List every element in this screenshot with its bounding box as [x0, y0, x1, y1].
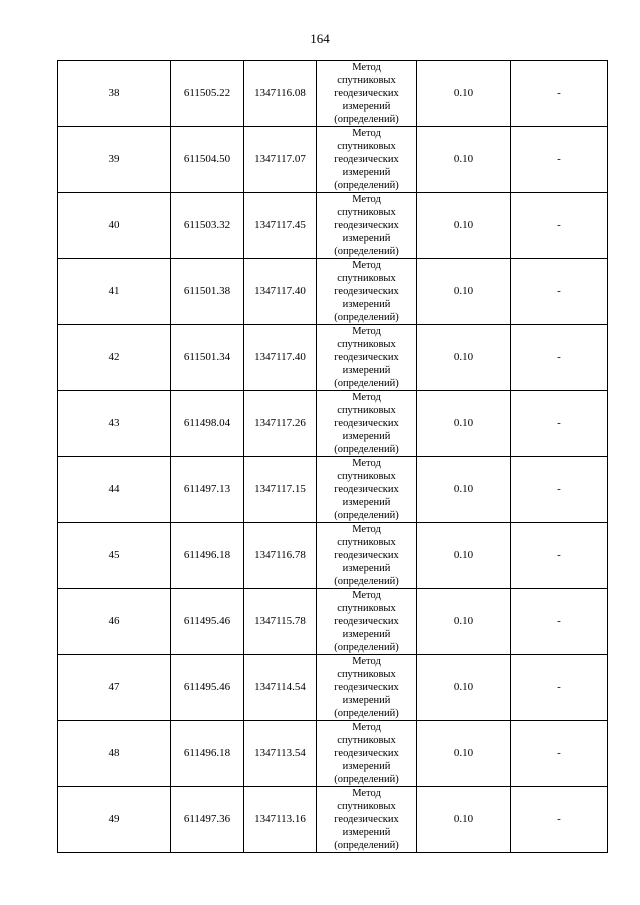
- method-line: (определений): [334, 246, 399, 257]
- method-cell: [317, 127, 417, 193]
- method-line: Метод: [352, 788, 381, 799]
- x-coordinate-cell: 611495.46: [171, 589, 244, 655]
- method-line: измерений: [342, 563, 391, 574]
- method-line: измерений: [342, 167, 391, 178]
- method-line: измерений: [342, 233, 391, 244]
- x-coordinate-cell: 611504.50: [171, 127, 244, 193]
- table-row: [58, 787, 608, 853]
- method-line: спутниковых: [337, 141, 396, 152]
- method-line: Метод: [352, 590, 381, 601]
- accuracy-cell: 0.10: [417, 523, 511, 589]
- method-line: Метод: [352, 722, 381, 733]
- y-coordinate-cell: 1347115.78: [244, 589, 317, 655]
- table-row: [58, 259, 608, 325]
- method-line: геодезических: [334, 748, 399, 759]
- method-line: Метод: [352, 458, 381, 469]
- method-cell: [317, 589, 417, 655]
- x-coordinate-cell: 611501.38: [171, 259, 244, 325]
- point-number-cell: 38: [58, 61, 171, 127]
- method-line: (определений): [334, 576, 399, 587]
- method-cell: [317, 523, 417, 589]
- point-number-cell: 47: [58, 655, 171, 721]
- accuracy-cell: 0.10: [417, 193, 511, 259]
- x-coordinate-cell: 611503.32: [171, 193, 244, 259]
- note-cell: -: [511, 721, 608, 787]
- method-line: (определений): [334, 510, 399, 521]
- method-line: спутниковых: [337, 339, 396, 350]
- method-cell: [317, 61, 417, 127]
- method-cell: [317, 259, 417, 325]
- method-line: геодезических: [334, 550, 399, 561]
- method-line: (определений): [334, 114, 399, 125]
- y-coordinate-cell: 1347117.40: [244, 325, 317, 391]
- note-cell: -: [511, 391, 608, 457]
- table-row: [58, 721, 608, 787]
- method-line: (определений): [334, 774, 399, 785]
- table-row: [58, 523, 608, 589]
- method-line: измерений: [342, 299, 391, 310]
- table-row: [58, 655, 608, 721]
- coordinates-table-body: [58, 61, 608, 853]
- note-cell: -: [511, 259, 608, 325]
- method-line: Метод: [352, 656, 381, 667]
- method-cell: [317, 457, 417, 523]
- method-cell: [317, 325, 417, 391]
- note-cell: -: [511, 787, 608, 853]
- point-number-cell: 43: [58, 391, 171, 457]
- method-line: измерений: [342, 629, 391, 640]
- method-line: измерений: [342, 431, 391, 442]
- method-line: измерений: [342, 695, 391, 706]
- note-cell: -: [511, 655, 608, 721]
- method-line: измерений: [342, 497, 391, 508]
- table-row: [58, 61, 608, 127]
- accuracy-cell: 0.10: [417, 787, 511, 853]
- point-number-cell: 39: [58, 127, 171, 193]
- point-number-cell: 46: [58, 589, 171, 655]
- method-line: спутниковых: [337, 75, 396, 86]
- method-line: спутниковых: [337, 207, 396, 218]
- method-line: геодезических: [334, 154, 399, 165]
- point-number-cell: 49: [58, 787, 171, 853]
- method-line: измерений: [342, 761, 391, 772]
- method-line: (определений): [334, 312, 399, 323]
- accuracy-cell: 0.10: [417, 589, 511, 655]
- method-line: (определений): [334, 444, 399, 455]
- note-cell: -: [511, 193, 608, 259]
- method-line: Метод: [352, 62, 381, 73]
- accuracy-cell: 0.10: [417, 721, 511, 787]
- point-number-cell: 45: [58, 523, 171, 589]
- method-line: геодезических: [334, 814, 399, 825]
- x-coordinate-cell: 611495.46: [171, 655, 244, 721]
- x-coordinate-cell: 611496.18: [171, 523, 244, 589]
- method-line: спутниковых: [337, 537, 396, 548]
- x-coordinate-cell: 611505.22: [171, 61, 244, 127]
- method-line: геодезических: [334, 88, 399, 99]
- y-coordinate-cell: 1347114.54: [244, 655, 317, 721]
- method-line: измерений: [342, 365, 391, 376]
- method-line: Метод: [352, 260, 381, 271]
- method-line: спутниковых: [337, 603, 396, 614]
- accuracy-cell: 0.10: [417, 127, 511, 193]
- method-cell: [317, 787, 417, 853]
- point-number-cell: 40: [58, 193, 171, 259]
- note-cell: -: [511, 61, 608, 127]
- method-line: Метод: [352, 194, 381, 205]
- method-line: измерений: [342, 101, 391, 112]
- accuracy-cell: 0.10: [417, 457, 511, 523]
- method-line: геодезических: [334, 484, 399, 495]
- method-line: (определений): [334, 708, 399, 719]
- method-line: спутниковых: [337, 273, 396, 284]
- method-line: Метод: [352, 524, 381, 535]
- method-line: Метод: [352, 128, 381, 139]
- method-line: (определений): [334, 642, 399, 653]
- method-line: спутниковых: [337, 801, 396, 812]
- accuracy-cell: 0.10: [417, 325, 511, 391]
- x-coordinate-cell: 611497.36: [171, 787, 244, 853]
- method-line: спутниковых: [337, 669, 396, 680]
- method-line: спутниковых: [337, 471, 396, 482]
- note-cell: -: [511, 325, 608, 391]
- method-line: Метод: [352, 326, 381, 337]
- accuracy-cell: 0.10: [417, 391, 511, 457]
- method-cell: [317, 721, 417, 787]
- x-coordinate-cell: 611501.34: [171, 325, 244, 391]
- note-cell: -: [511, 589, 608, 655]
- method-line: измерений: [342, 827, 391, 838]
- note-cell: -: [511, 127, 608, 193]
- page-number: 164: [310, 31, 330, 46]
- y-coordinate-cell: 1347113.16: [244, 787, 317, 853]
- y-coordinate-cell: 1347117.45: [244, 193, 317, 259]
- y-coordinate-cell: 1347117.15: [244, 457, 317, 523]
- y-coordinate-cell: 1347113.54: [244, 721, 317, 787]
- method-line: геодезических: [334, 352, 399, 363]
- note-cell: -: [511, 523, 608, 589]
- method-line: спутниковых: [337, 735, 396, 746]
- method-line: Метод: [352, 392, 381, 403]
- method-line: (определений): [334, 378, 399, 389]
- point-number-cell: 41: [58, 259, 171, 325]
- coordinates-table: [57, 60, 608, 853]
- accuracy-cell: 0.10: [417, 259, 511, 325]
- method-line: (определений): [334, 180, 399, 191]
- note-cell: -: [511, 457, 608, 523]
- point-number-cell: 42: [58, 325, 171, 391]
- point-number-cell: 44: [58, 457, 171, 523]
- table-row: [58, 325, 608, 391]
- x-coordinate-cell: 611496.18: [171, 721, 244, 787]
- accuracy-cell: 0.10: [417, 655, 511, 721]
- method-line: спутниковых: [337, 405, 396, 416]
- method-line: геодезических: [334, 418, 399, 429]
- table-row: [58, 457, 608, 523]
- accuracy-cell: 0.10: [417, 61, 511, 127]
- y-coordinate-cell: 1347117.07: [244, 127, 317, 193]
- method-line: геодезических: [334, 286, 399, 297]
- y-coordinate-cell: 1347117.26: [244, 391, 317, 457]
- y-coordinate-cell: 1347116.78: [244, 523, 317, 589]
- method-cell: [317, 655, 417, 721]
- method-line: геодезических: [334, 220, 399, 231]
- x-coordinate-cell: 611497.13: [171, 457, 244, 523]
- method-cell: [317, 193, 417, 259]
- table-row: [58, 193, 608, 259]
- x-coordinate-cell: 611498.04: [171, 391, 244, 457]
- method-cell: [317, 391, 417, 457]
- method-line: (определений): [334, 840, 399, 851]
- method-line: геодезических: [334, 616, 399, 627]
- point-number-cell: 48: [58, 721, 171, 787]
- y-coordinate-cell: 1347116.08: [244, 61, 317, 127]
- y-coordinate-cell: 1347117.40: [244, 259, 317, 325]
- table-row: [58, 589, 608, 655]
- table-row: [58, 391, 608, 457]
- table-row: [58, 127, 608, 193]
- method-line: геодезических: [334, 682, 399, 693]
